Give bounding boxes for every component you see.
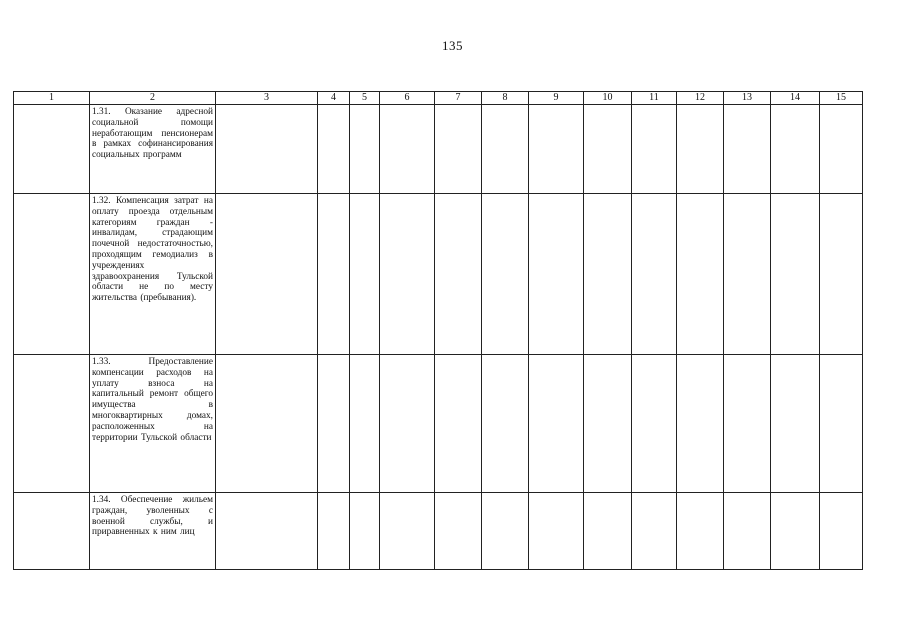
table-cell (584, 194, 632, 355)
table-cell (435, 194, 482, 355)
table-cell (632, 194, 677, 355)
column-header-8: 8 (482, 92, 529, 105)
table-cell (820, 194, 863, 355)
table-cell (318, 105, 350, 194)
table-cell (632, 493, 677, 570)
table-cell (435, 105, 482, 194)
table-cell (482, 355, 529, 493)
table-cell (380, 194, 435, 355)
table-cell (820, 105, 863, 194)
page-number: 135 (442, 38, 463, 53)
table-cell (380, 355, 435, 493)
table-cell (14, 105, 90, 194)
column-header-5: 5 (350, 92, 380, 105)
table-cell (216, 493, 318, 570)
row-description: 1.34. Обеспечение жильем граждан, уволенных с военной службы, и приравненных к ним лиц (90, 493, 216, 570)
table-cell (724, 105, 771, 194)
table-cell (482, 194, 529, 355)
table-cell (677, 105, 724, 194)
table-cell (584, 493, 632, 570)
column-header-7: 7 (435, 92, 482, 105)
table-cell (216, 194, 318, 355)
table-cell (724, 493, 771, 570)
table-row (14, 194, 863, 355)
table-cell (820, 493, 863, 570)
table-cell (771, 493, 820, 570)
table-cell (529, 105, 584, 194)
table-cell (216, 355, 318, 493)
table-cell (771, 105, 820, 194)
table-cell (632, 105, 677, 194)
table-row (14, 355, 863, 493)
table-cell (216, 105, 318, 194)
table-row (14, 105, 863, 194)
table-cell (318, 355, 350, 493)
table-cell (14, 194, 90, 355)
column-header-3: 3 (216, 92, 318, 105)
table-cell (724, 355, 771, 493)
table-cell (529, 493, 584, 570)
table-cell (482, 105, 529, 194)
table-cell (771, 194, 820, 355)
column-header-11: 11 (632, 92, 677, 105)
table-cell (380, 493, 435, 570)
column-header-2: 2 (90, 92, 216, 105)
column-header-9: 9 (529, 92, 584, 105)
table-cell (677, 194, 724, 355)
table-cell (350, 355, 380, 493)
table-cell (632, 355, 677, 493)
column-header-15: 15 (820, 92, 863, 105)
table-cell (350, 493, 380, 570)
table-cell (318, 493, 350, 570)
table-cell (482, 493, 529, 570)
column-header-10: 10 (584, 92, 632, 105)
table-cell (771, 355, 820, 493)
table-cell (350, 105, 380, 194)
table-cell (380, 105, 435, 194)
table-cell (584, 355, 632, 493)
table-cell (677, 493, 724, 570)
table-cell (350, 194, 380, 355)
table-cell (584, 105, 632, 194)
table-cell (529, 355, 584, 493)
column-header-6: 6 (380, 92, 435, 105)
column-header-12: 12 (677, 92, 724, 105)
table-cell (14, 355, 90, 493)
table-cell (318, 194, 350, 355)
column-header-13: 13 (724, 92, 771, 105)
row-description: 1.32. Компенсация затрат на оплату проезда отдельным категориям граждан - инвалидам, страдающим почечной недостаточностью, проходящим гемодиализ в учреждениях здравоохранения Тульской области не по месту жительства (пребывания). (90, 194, 216, 355)
table-row (14, 493, 863, 570)
table-cell (529, 194, 584, 355)
column-header-4: 4 (318, 92, 350, 105)
table-cell (435, 355, 482, 493)
table-cell (820, 355, 863, 493)
table-cell (724, 194, 771, 355)
table-cell (677, 355, 724, 493)
row-description: 1.31. Оказание адресной социальной помощи неработающим пенсионерам в рамках софинансирования социальных программ (90, 105, 216, 194)
table-cell (435, 493, 482, 570)
table-cell (14, 493, 90, 570)
row-description: 1.33. Предоставление компенсации расходов на уплату взноса на капитальный ремонт общего имущества в многоквартирных домах, расположенных на территории Тульской области (90, 355, 216, 493)
column-header-1: 1 (14, 92, 90, 105)
column-header-14: 14 (771, 92, 820, 105)
program-table (13, 91, 863, 570)
header-row (14, 92, 863, 105)
